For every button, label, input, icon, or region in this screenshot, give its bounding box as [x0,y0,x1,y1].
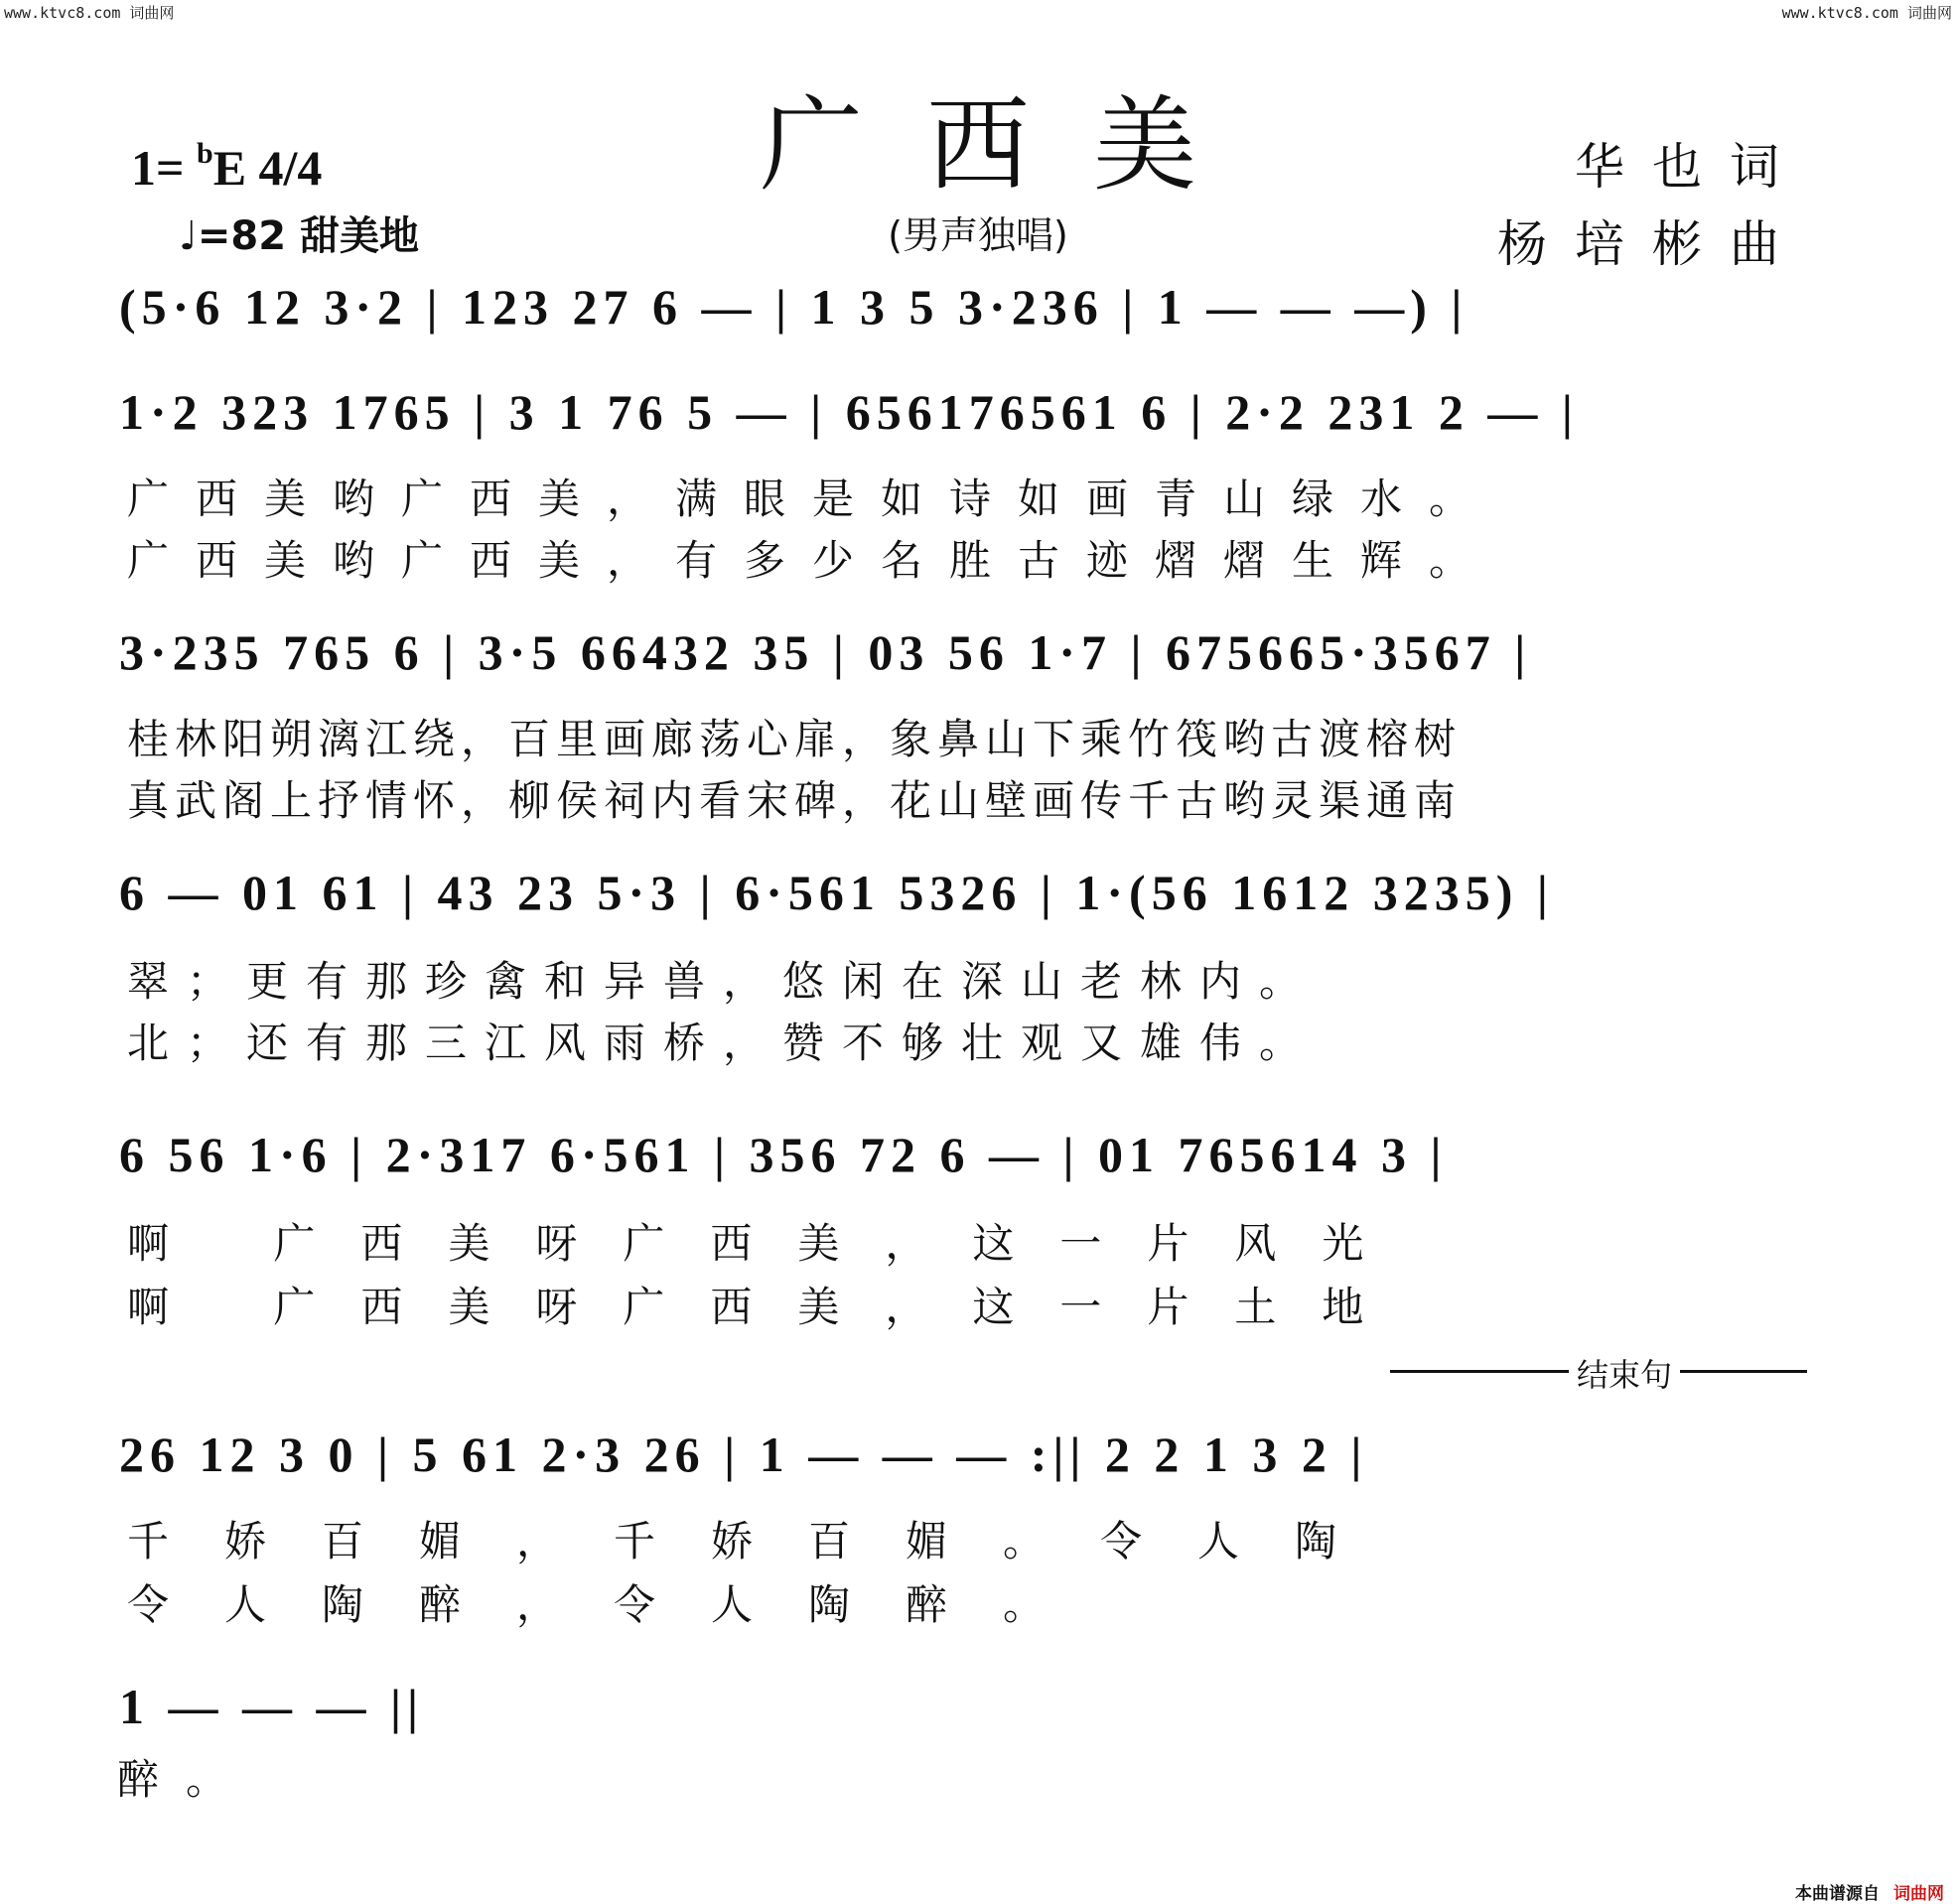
lyric-line-5-verse-1: 千娇百媚，千娇百媚。令人陶 [127,1517,1393,1565]
lyric-line-3-verse-1: 翠；更有那珍禽和异兽，悠闲在深山老林内。 [127,957,1320,1006]
lyric-line-2-verse-1: 桂林阳朔漓江绕，百里画廊荡心扉，象鼻山下乘竹筏哟古渡榕树 [127,715,1463,763]
lyric-line-1-verse-2: 广西美哟广西美，有多少名胜古迹熠熠生辉。 [127,536,1498,585]
lyric-line-2-verse-2: 真武阁上抒情怀，柳侯祠内看宋碑，花山壁画传千古哟灵渠通南 [127,776,1463,825]
lyric-line-1-verse-1: 广西美哟广西美，满眼是如诗如画青山绿水。 [127,475,1498,523]
notes-line-2: 3·235 765 6 | 3·5 66432 35 | 03 56 1·7 | 675665·3567 | [119,624,1532,680]
lyricist-credit: 华也词 [1575,138,1807,196]
lyric-line-3-verse-2: 北；还有那三江风雨桥，赞不够壮观又雄伟。 [127,1019,1320,1067]
watermark-right: www.ktvc8.com 词曲网 [1781,4,1952,22]
song-subtitle: (男声独唱) [888,213,1068,257]
lyric-line-4-verse-2: 啊 广西美呀广西美，这一片土地 [127,1283,1410,1331]
notes-line-1: 1·2 323 1765 | 3 1 76 5 — | 656176561 6 | 2·2 231 2 — | [119,384,1579,440]
notes-line-5: 26 12 3 0 | 5 61 2·3 26 | 1 — — — :|| 2 2 1 3 2 | [119,1427,1368,1482]
notes-line-4: 6 56 1·6 | 2·317 6·561 | 356 72 6 — | 01 765614 3 | [119,1127,1448,1182]
lyric-line-5-verse-2: 令人陶醉，令人陶醉。 [127,1580,1101,1629]
tempo-marking: ♩=82 甜美地 [179,213,419,259]
intro-notes: (5·6 12 3·2 | 123 27 6 — | 1 3 5 3·236 | 1 — — —) | [119,279,1468,335]
final-lyric: 醉。 [117,1755,255,1804]
footer-brand: 词曲网 [1893,1884,1944,1904]
composer-credit: 杨培彬曲 [1497,215,1807,273]
song-title: 广西美 [759,84,1260,205]
footer-source: 本曲谱源自 词曲网 [1795,1884,1944,1904]
lyric-line-4-verse-1: 啊 广西美呀广西美，这一片风光 [127,1219,1410,1268]
watermark-left: www.ktvc8.com 词曲网 [4,4,175,22]
notes-line-3: 6 — 01 61 | 43 23 5·3 | 6·561 5326 | 1·(56 1612 3235) | [119,865,1554,920]
key-signature: 1= $^b$E 4/4 [131,137,323,196]
final-notes: 1 — — — || [119,1679,425,1734]
ending-label: 结束句 [1569,1350,1680,1396]
